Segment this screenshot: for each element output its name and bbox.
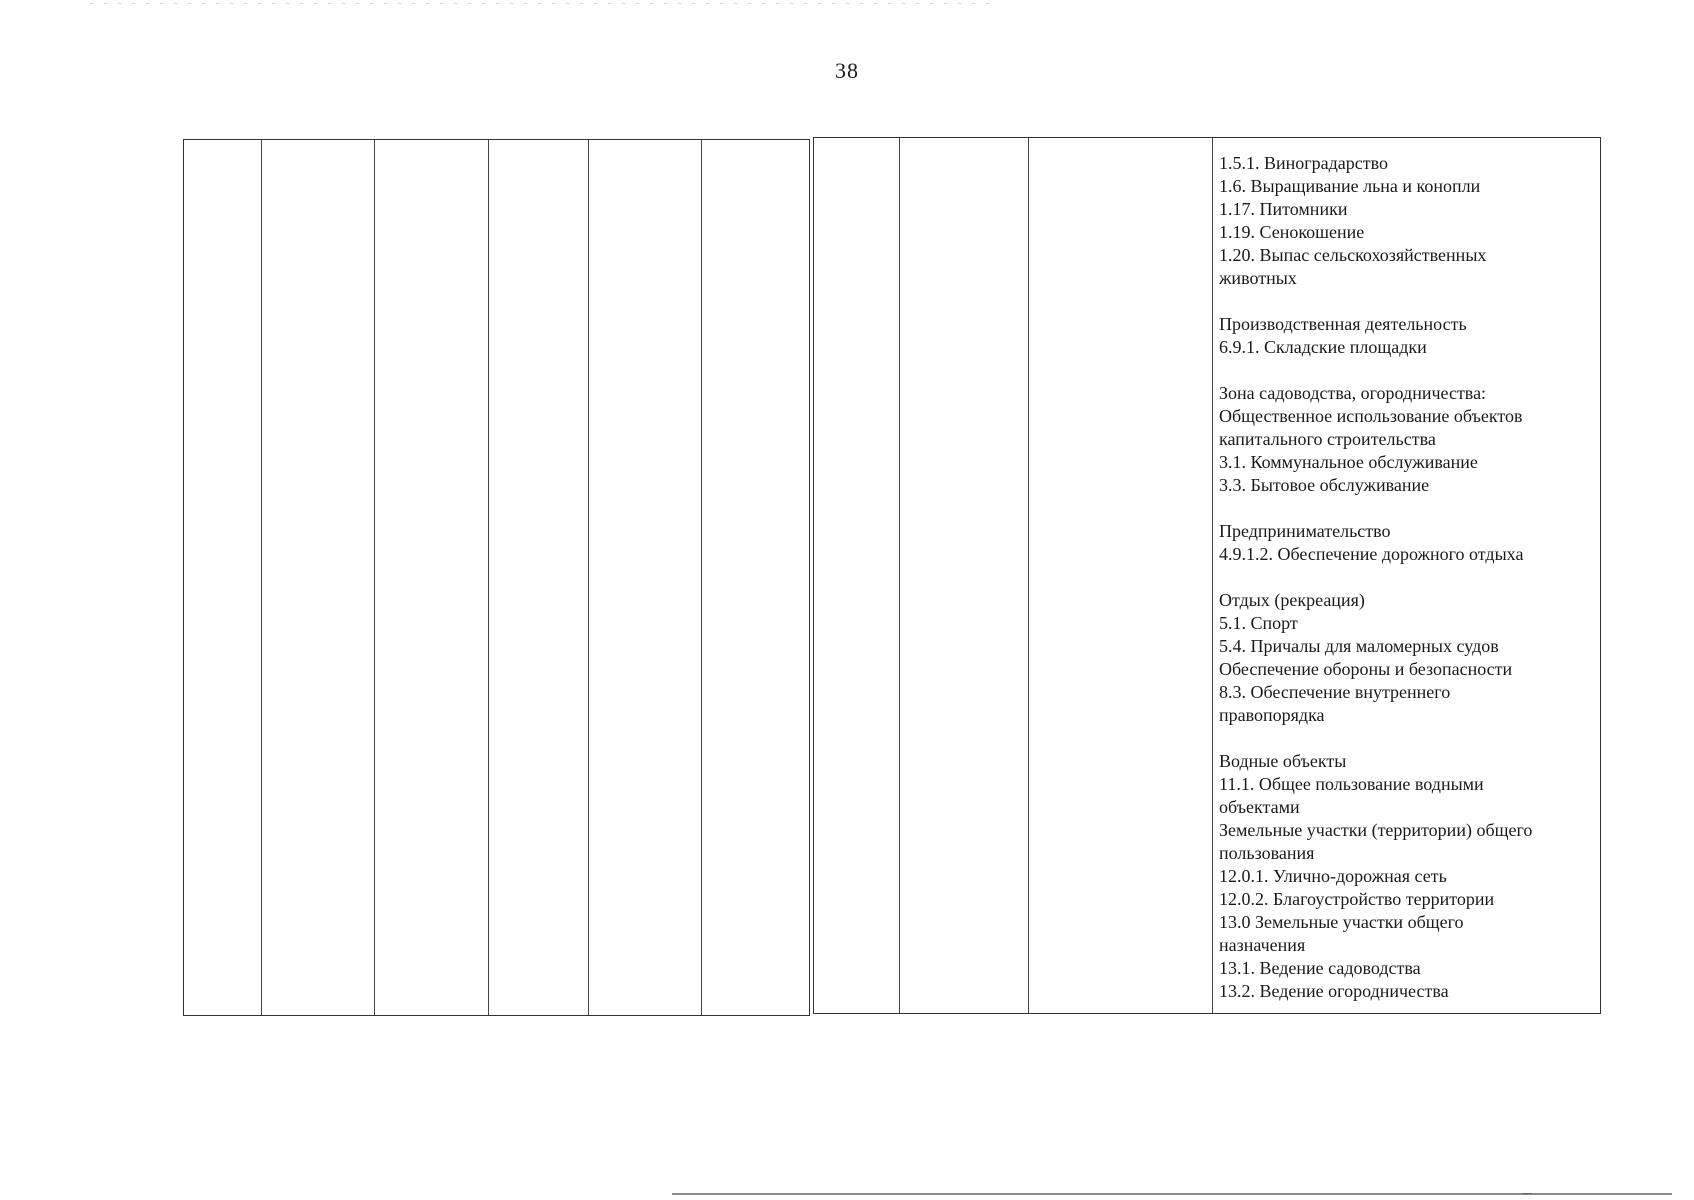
text-line: 3.1. Коммунальное обслуживание [1219,452,1478,472]
text-line: Производственная деятельность [1219,314,1467,334]
text-line: 13.1. Ведение садоводства [1219,958,1421,978]
table-right-col-2 [900,138,1029,1013]
text-line: Зона садоводства, огородничества: [1219,383,1487,403]
text-line: 5.1. Спорт [1219,613,1298,633]
text-line: 1.19. Сенокошение [1219,222,1365,242]
text-line: назначения [1219,935,1306,955]
page-number: 38 [835,58,859,83]
text-line: 12.0.1. Улично-дорожная сеть [1219,866,1447,886]
blank-line [1219,566,1589,589]
table-right-col-3 [1029,138,1213,1013]
text-line: пользования [1219,843,1315,863]
text-line: 1.6. Выращивание льна и конопли [1219,176,1481,196]
blank-line [1219,290,1589,313]
text-line: объектами [1219,797,1300,817]
text-line: 6.9.1. Складские площадки [1219,337,1427,357]
table-right-text-column [1213,138,1599,1013]
text-line: 1.17. Питомники [1219,199,1348,219]
scan-edge-top [90,3,990,4]
table-left-col-3 [375,140,489,1015]
table-left-col-2 [262,140,375,1015]
table-left-col-6 [702,140,808,1015]
text-line: правопорядка [1219,705,1325,725]
text-line: 5.4. Причалы для маломерных судов [1219,636,1499,656]
text-line: Земельные участки (территории) общего [1219,820,1533,840]
text-line: Водные объекты [1219,751,1347,771]
table-left-col-1 [184,140,262,1015]
text-line: 3.3. Бытовое обслуживание [1219,475,1430,495]
table-right [813,137,1601,1014]
table-left [183,139,810,1016]
blank-line [1219,359,1589,382]
text-line: 8.3. Обеспечение внутреннего [1219,682,1451,702]
text-line: 11.1. Общее пользование водными [1219,774,1484,794]
table-left-col-4 [489,140,589,1015]
table-left-col-5 [589,140,702,1015]
text-line: Обеспечение обороны и безопасности [1219,659,1513,679]
text-line: капитального строительства [1219,429,1436,449]
text-line: Общественное использование объектов [1219,406,1523,426]
text-line: Предпринимательство [1219,521,1391,541]
text-line: 1.20. Выпас сельскохозяйственных [1219,245,1487,265]
text-line: 4.9.1.2. Обеспечение дорожного отдыха [1219,544,1524,564]
text-line: 12.0.2. Благоустройство территории [1219,889,1495,909]
text-line: 13.2. Ведение огородничества [1219,981,1449,1001]
text-line: 13.0 Земельные участки общего [1219,912,1464,932]
scan-edge-mark [1522,1187,1532,1194]
blank-line [1219,497,1589,520]
text-line: 1.5.1. Виноградарство [1219,153,1389,173]
table-right-col-1 [814,138,900,1013]
text-line: животных [1219,268,1297,288]
text-line: Отдых (рекреация) [1219,590,1365,610]
blank-line [1219,727,1589,750]
